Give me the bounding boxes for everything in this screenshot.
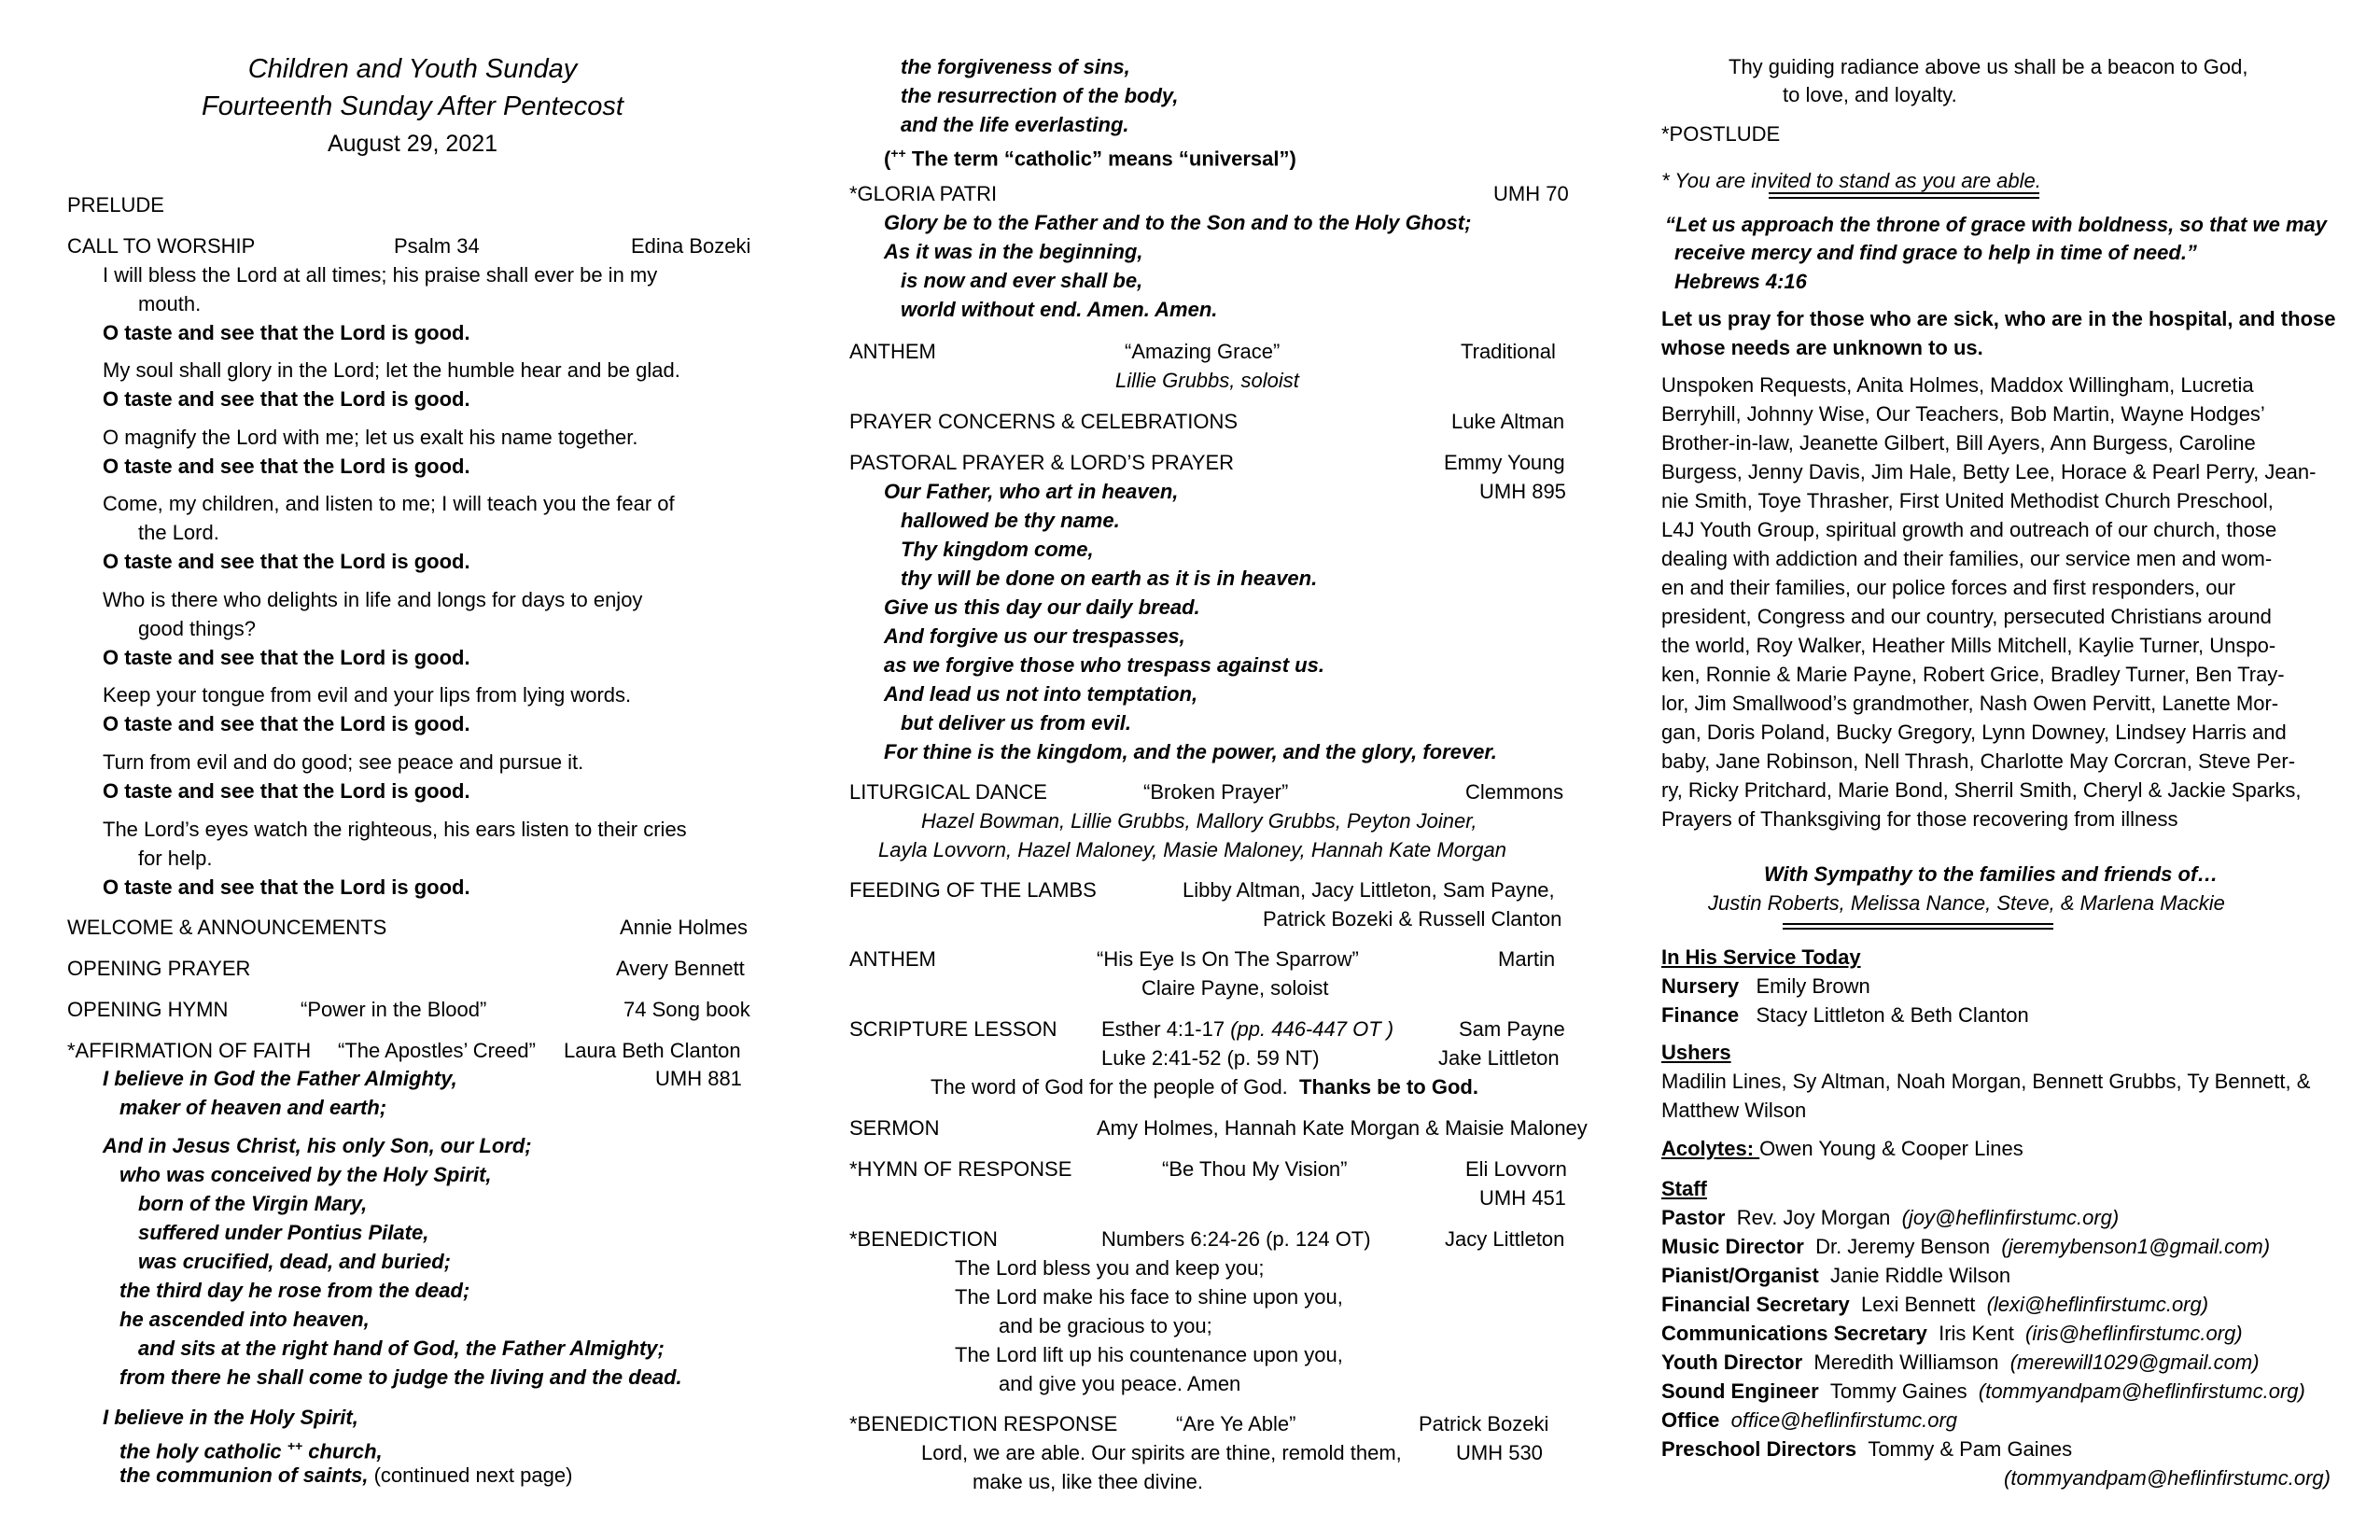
feeding-participants: Patrick Bozeki & Russell Clanton bbox=[1263, 907, 1562, 931]
staff-name: Tommy & Pam Gaines bbox=[1868, 1437, 2073, 1461]
anthem-soloist: Claire Payne, soloist bbox=[1141, 976, 1329, 1000]
staff-email: office@heflinfirstumc.org bbox=[1730, 1408, 1958, 1432]
prayer-list-line: the world, Roy Walker, Heather Mills Mitchell, Kaylie Turner, Unspo- bbox=[1661, 634, 2276, 657]
creed-text: the communion of saints, bbox=[119, 1463, 369, 1487]
benediction-response-title: “Are Ye Able” bbox=[1176, 1412, 1296, 1435]
benediction-response-leader: Patrick Bozeki bbox=[1419, 1412, 1549, 1435]
in-his-service-heading: In His Service Today bbox=[1661, 945, 1861, 969]
staff-row bbox=[1661, 1348, 2260, 1377]
preschool-email: (tommyandpam@heflinfirstumc.org) bbox=[2004, 1466, 2331, 1490]
lords-prayer-line: as we forgive those who trespass against us. bbox=[884, 653, 1324, 677]
opening-hymn-heading: OPENING HYMN bbox=[67, 998, 229, 1021]
scripture-heading: SCRIPTURE LESSON bbox=[849, 1017, 1057, 1041]
benediction-response-heading: *BENEDICTION RESPONSE bbox=[849, 1412, 1118, 1435]
sympathy-names: Justin Roberts, Melissa Nance, Steve, & Marlena Mackie bbox=[1708, 891, 2225, 915]
feeding-participants: Libby Altman, Jacy Littleton, Sam Payne, bbox=[1183, 878, 1555, 902]
prayer-list-line: L4J Youth Group, spiritual growth and outreach of our church, those bbox=[1661, 518, 2277, 541]
scripture-reader: Jake Littleton bbox=[1438, 1046, 1560, 1070]
scripture-quote: receive mercy and find grace to help in time of need.” bbox=[1674, 241, 2197, 264]
staff-role: Music Director bbox=[1661, 1235, 1804, 1258]
prayer-concerns-heading: PRAYER CONCERNS & CELEBRATIONS bbox=[849, 410, 1239, 433]
prayer-list-line: ry, Ricky Pritchard, Marie Bond, Sherril Smith, Cheryl & Jackie Sparks, bbox=[1661, 778, 2302, 802]
prayer-intro: whose needs are unknown to us. bbox=[1661, 336, 1983, 359]
footnote-text: The term “catholic” means “universal”) bbox=[911, 147, 1296, 171]
creed-line: maker of heaven and earth; bbox=[119, 1096, 387, 1119]
benediction-reference: Numbers 6:24-26 (p. 124 OT) bbox=[1101, 1227, 1371, 1251]
anthem-title: “His Eye Is On The Sparrow” bbox=[1097, 947, 1359, 971]
call-to-worship-heading: CALL TO WORSHIP bbox=[67, 234, 256, 258]
prayer-concerns-leader: Luke Altman bbox=[1451, 410, 1565, 433]
benediction-line: and give you peace. Amen bbox=[999, 1372, 1241, 1395]
hymn-text-line: to love, and loyalty. bbox=[1783, 83, 1957, 106]
benediction-response-number: UMH 530 bbox=[1456, 1441, 1543, 1464]
prayer-list-line: Brother-in-law, Jeanette Gilbert, Bill Ayers, Ann Burgess, Caroline bbox=[1661, 431, 2256, 455]
scripture-reference: Luke 2:41-52 (p. 59 NT) bbox=[1101, 1046, 1320, 1070]
opening-prayer-heading: OPENING PRAYER bbox=[67, 957, 251, 980]
litany-line: Keep your tongue from evil and your lips from lying words. bbox=[103, 683, 632, 707]
staff-row bbox=[1661, 1261, 2022, 1290]
scripture-page: (pp. 446-447 OT ) bbox=[1230, 1017, 1394, 1041]
footnote-marker: ++ bbox=[890, 146, 906, 161]
catholic-footnote bbox=[884, 139, 1296, 173]
creed-line bbox=[119, 1461, 572, 1490]
litany-line: O magnify the Lord with me; let us exalt his name together. bbox=[103, 426, 638, 449]
acolytes-label: Acolytes: bbox=[1661, 1137, 1755, 1160]
finance-row bbox=[1661, 1001, 2029, 1029]
hymn-of-response-heading: *HYMN OF RESPONSE bbox=[849, 1157, 1072, 1181]
welcome-heading: WELCOME & ANNOUNCEMENTS bbox=[67, 916, 387, 939]
ushers-heading: Ushers bbox=[1661, 1041, 1731, 1064]
finance-value: Stacy Littleton & Beth Clanton bbox=[1756, 1003, 2029, 1027]
benediction-leader: Jacy Littleton bbox=[1445, 1227, 1565, 1251]
litany-response: O taste and see that the Lord is good. bbox=[103, 387, 470, 411]
pastoral-hymnal-number: UMH 895 bbox=[1479, 480, 1566, 503]
staff-row bbox=[1661, 1319, 2243, 1348]
staff-name: Iris Kent bbox=[1939, 1322, 2014, 1345]
lords-prayer-line: And forgive us our trespasses, bbox=[884, 624, 1185, 648]
opening-hymn-number: 74 Song book bbox=[623, 998, 750, 1021]
sermon-speakers: Amy Holmes, Hannah Kate Morgan & Maisie Maloney bbox=[1097, 1116, 1588, 1140]
lords-prayer-line: but deliver us from evil. bbox=[901, 711, 1131, 735]
prelude-heading: PRELUDE bbox=[67, 193, 164, 217]
staff-name: Tommy Gaines bbox=[1829, 1379, 1967, 1403]
anthem-heading: ANTHEM bbox=[849, 340, 936, 363]
staff-role: Preschool Directors bbox=[1661, 1437, 1857, 1461]
staff-role: Youth Director bbox=[1661, 1351, 1803, 1374]
litany-line: The Lord’s eyes watch the righteous, his ears listen to their cries bbox=[103, 818, 687, 841]
nursery-label: Nursery bbox=[1661, 974, 1740, 998]
creed-line: he ascended into heaven, bbox=[119, 1308, 370, 1331]
staff-row bbox=[1661, 1232, 2270, 1261]
litany-response: O taste and see that the Lord is good. bbox=[103, 455, 470, 478]
staff-name: Meredith Williamson bbox=[1813, 1351, 1999, 1374]
continued-note: (continued next page) bbox=[373, 1463, 573, 1487]
litany-line: for help. bbox=[138, 847, 213, 870]
creed-line: who was conceived by the Holy Spirit, bbox=[119, 1163, 492, 1186]
creed-text: the holy catholic bbox=[119, 1439, 282, 1463]
stand-note: * You are invited to stand as you are able. bbox=[1661, 169, 2041, 192]
creed-text: church, bbox=[308, 1439, 383, 1463]
scripture-response-people: Thanks be to God. bbox=[1299, 1075, 1478, 1099]
prayer-list-line: baby, Jane Robinson, Nell Thrash, Charlotte May Corcran, Steve Per- bbox=[1661, 749, 2296, 773]
litany-line: Come, my children, and listen to me; I will teach you the fear of bbox=[103, 492, 675, 515]
litany-line: Who is there who delights in life and longs for days to enjoy bbox=[103, 588, 643, 611]
creed-line: suffered under Pontius Pilate, bbox=[138, 1221, 429, 1244]
prayer-list-line: Unspoken Requests, Anita Holmes, Maddox Willingham, Lucretia bbox=[1661, 373, 2254, 397]
prayer-list-line: nie Smith, Toye Thrasher, First United Methodist Church Preschool, bbox=[1661, 489, 2274, 512]
prayer-list-line: dealing with addiction and their families, our service men and wom- bbox=[1661, 547, 2273, 570]
staff-email: (jeremybenson1@gmail.com) bbox=[2001, 1235, 2271, 1258]
staff-email: (tommyandpam@heflinfirstumc.org) bbox=[1978, 1379, 2305, 1403]
anthem-heading: ANTHEM bbox=[849, 947, 936, 971]
scripture-reference bbox=[1101, 1015, 1393, 1043]
staff-name: Dr. Jeremy Benson bbox=[1815, 1235, 1991, 1258]
staff-name: Lexi Bennett bbox=[1861, 1293, 1976, 1316]
call-to-worship-psalm: Psalm 34 bbox=[394, 234, 480, 258]
benediction-response-line: Lord, we are able. Our spirits are thine, remold them, bbox=[921, 1441, 1402, 1464]
litany-response: O taste and see that the Lord is good. bbox=[103, 550, 470, 573]
gloria-line: world without end. Amen. Amen. bbox=[901, 298, 1218, 321]
affirmation-heading: *AFFIRMATION OF FAITH bbox=[67, 1039, 312, 1062]
benediction-line: The Lord make his face to shine upon you, bbox=[955, 1285, 1343, 1309]
prayer-list-line: Berryhill, Johnny Wise, Our Teachers, Bob Martin, Wayne Hodges’ bbox=[1661, 402, 2265, 426]
lords-prayer-line: thy will be done on earth as it is in heaven. bbox=[901, 567, 1318, 590]
prayer-list-line: president, Congress and our country, persecuted Christians around bbox=[1661, 605, 2272, 628]
lords-prayer-line: hallowed be thy name. bbox=[901, 509, 1120, 532]
staff-email: (lexi@heflinfirstumc.org) bbox=[1986, 1293, 2209, 1316]
acolytes-value: Owen Young & Cooper Lines bbox=[1759, 1137, 2023, 1160]
feeding-heading: FEEDING OF THE LAMBS bbox=[849, 878, 1097, 902]
scripture-ref-text: Esther 4:1-17 bbox=[1101, 1017, 1225, 1041]
hymn-text-line: Thy guiding radiance above us shall be a beacon to God, bbox=[1729, 55, 2248, 78]
litany-response: O taste and see that the Lord is good. bbox=[103, 321, 470, 344]
prayer-list-line: lor, Jim Smallwood’s grandmother, Nash Owen Pervitt, Lanette Mor- bbox=[1661, 692, 2279, 715]
liturgical-dance-composer: Clemmons bbox=[1465, 780, 1564, 804]
service-date: August 29, 2021 bbox=[327, 131, 498, 157]
staff-role: Communications Secretary bbox=[1661, 1322, 1927, 1345]
gloria-hymnal-number: UMH 70 bbox=[1493, 182, 1569, 205]
creed-line: the resurrection of the body, bbox=[901, 84, 1179, 107]
staff-row bbox=[1661, 1377, 2305, 1406]
creed-line: And in Jesus Christ, his only Son, our Lord; bbox=[103, 1134, 532, 1157]
lords-prayer-line: Thy kingdom come, bbox=[901, 538, 1094, 561]
staff-email: (joy@heflinfirstumc.org) bbox=[1901, 1206, 2120, 1229]
lords-prayer-line: And lead us not into temptation, bbox=[884, 682, 1198, 706]
scripture-reader: Sam Payne bbox=[1459, 1017, 1565, 1041]
ushers-names: Madilin Lines, Sy Altman, Noah Morgan, Bennett Grubbs, Ty Bennett, & bbox=[1661, 1070, 2311, 1093]
staff-row bbox=[1661, 1406, 1957, 1435]
litany-response: O taste and see that the Lord is good. bbox=[103, 712, 470, 735]
postlude-heading: *POSTLUDE bbox=[1661, 122, 1781, 146]
creed-line: I believe in the Holy Spirit, bbox=[103, 1406, 358, 1429]
ushers-names: Matthew Wilson bbox=[1661, 1099, 1807, 1122]
creed-line: born of the Virgin Mary, bbox=[138, 1192, 368, 1215]
pastoral-prayer-leader: Emmy Young bbox=[1444, 451, 1565, 474]
liturgical-dance-title: “Broken Prayer” bbox=[1143, 780, 1289, 804]
dancer-names: Hazel Bowman, Lillie Grubbs, Mallory Grubbs, Peyton Joiner, bbox=[921, 809, 1477, 833]
litany-line: the Lord. bbox=[138, 521, 219, 544]
affirmation-hymnal-number: UMH 881 bbox=[655, 1067, 742, 1090]
creed-line: the forgiveness of sins, bbox=[901, 55, 1130, 78]
litany-line: Turn from evil and do good; see peace and pursue it. bbox=[103, 750, 584, 774]
gloria-line: As it was in the beginning, bbox=[884, 240, 1143, 263]
creed-line: I believe in God the Father Almighty, bbox=[103, 1067, 457, 1090]
lords-prayer-line: Our Father, who art in heaven, bbox=[884, 480, 1179, 503]
creed-line: from there he shall come to judge the living and the dead. bbox=[119, 1365, 682, 1389]
divider-rule bbox=[1783, 923, 2053, 930]
staff-email: (iris@heflinfirstumc.org) bbox=[2025, 1322, 2243, 1345]
scripture-response-leader: The word of God for the people of God. bbox=[931, 1075, 1288, 1099]
creed-line: and the life everlasting. bbox=[901, 113, 1129, 136]
acolytes-row bbox=[1661, 1134, 2023, 1163]
litany-response: O taste and see that the Lord is good. bbox=[103, 646, 470, 669]
hymn-of-response-title: “Be Thou My Vision” bbox=[1162, 1157, 1348, 1181]
nursery-row bbox=[1661, 972, 1870, 1001]
nursery-value: Emily Brown bbox=[1756, 974, 1870, 998]
footnote-marker: ++ bbox=[287, 1438, 303, 1453]
staff-email: (merewill1029@gmail.com) bbox=[2009, 1351, 2260, 1374]
prayer-list-line: gan, Doris Poland, Bucky Gregory, Lynn Downey, Lindsey Harris and bbox=[1661, 721, 2287, 744]
service-subtitle: Fourteenth Sunday After Pentecost bbox=[202, 91, 623, 121]
benediction-line: The Lord lift up his countenance upon you, bbox=[955, 1343, 1343, 1366]
benediction-line: and be gracious to you; bbox=[999, 1314, 1212, 1337]
staff-row bbox=[1661, 1290, 2208, 1319]
dancer-names: Layla Lovvorn, Hazel Maloney, Masie Maloney, Hannah Kate Morgan bbox=[878, 838, 1506, 861]
anthem-title: “Amazing Grace” bbox=[1125, 340, 1281, 363]
staff-role: Pianist/Organist bbox=[1661, 1264, 1819, 1287]
creed-line: and sits at the right hand of God, the Father Almighty; bbox=[138, 1337, 665, 1360]
anthem-composer: Traditional bbox=[1461, 340, 1556, 363]
call-to-worship-leader: Edina Bozeki bbox=[631, 234, 751, 258]
hymn-of-response-number: UMH 451 bbox=[1479, 1186, 1566, 1210]
hymn-of-response-leader: Eli Lovvorn bbox=[1465, 1157, 1567, 1181]
affirmation-leader: Laura Beth Clanton bbox=[564, 1039, 741, 1062]
footnote-paren: ( bbox=[884, 147, 891, 171]
staff-role: Financial Secretary bbox=[1661, 1293, 1850, 1316]
finance-label: Finance bbox=[1661, 1003, 1740, 1027]
staff-name: Rev. Joy Morgan bbox=[1736, 1206, 1891, 1229]
gloria-heading: *GLORIA PATRI bbox=[849, 182, 998, 205]
anthem-soloist: Lillie Grubbs, soloist bbox=[1115, 369, 1299, 392]
lords-prayer-line: For thine is the kingdom, and the power, and the glory, forever. bbox=[884, 740, 1497, 763]
sympathy-heading: With Sympathy to the families and friends of… bbox=[1764, 862, 2219, 886]
opening-prayer-leader: Avery Bennett bbox=[616, 957, 745, 980]
divider-rule bbox=[1769, 192, 2039, 199]
service-title: Children and Youth Sunday bbox=[247, 54, 578, 84]
scripture-response bbox=[931, 1072, 1478, 1101]
benediction-line: The Lord bless you and keep you; bbox=[955, 1256, 1265, 1280]
benediction-response-line: make us, like thee divine. bbox=[973, 1470, 1204, 1493]
gloria-line: is now and ever shall be, bbox=[901, 269, 1143, 292]
welcome-leader: Annie Holmes bbox=[620, 916, 748, 939]
staff-heading: Staff bbox=[1661, 1177, 1707, 1200]
liturgical-dance-heading: LITURGICAL DANCE bbox=[849, 780, 1047, 804]
scripture-quote: “Let us approach the throne of grace with boldness, so that we may bbox=[1665, 213, 2328, 236]
staff-name: Janie Riddle Wilson bbox=[1829, 1264, 2011, 1287]
anthem-composer: Martin bbox=[1498, 947, 1556, 971]
litany-response: O taste and see that the Lord is good. bbox=[103, 875, 470, 899]
creed-line: the third day he rose from the dead; bbox=[119, 1279, 470, 1302]
affirmation-title: “The Apostles’ Creed” bbox=[338, 1039, 536, 1062]
litany-response: O taste and see that the Lord is good. bbox=[103, 779, 470, 803]
sermon-heading: SERMON bbox=[849, 1116, 940, 1140]
staff-row bbox=[1661, 1203, 2119, 1232]
litany-line: I will bless the Lord at all times; his praise shall ever be in my bbox=[103, 263, 658, 287]
prayer-list-line: en and their families, our police forces and first responders, our bbox=[1661, 576, 2236, 599]
prayer-intro: Let us pray for those who are sick, who are in the hospital, and those bbox=[1661, 307, 2336, 330]
prayer-list-line: Burgess, Jenny Davis, Jim Hale, Betty Lee, Horace & Pearl Perry, Jean- bbox=[1661, 460, 2317, 483]
prayer-list-line: Prayers of Thanksgiving for those recovering from illness bbox=[1661, 807, 2178, 831]
gloria-line: Glory be to the Father and to the Son and to the Holy Ghost; bbox=[884, 211, 1472, 234]
scripture-quote-citation: Hebrews 4:16 bbox=[1674, 270, 1807, 293]
litany-line: My soul shall glory in the Lord; let the humble hear and be glad. bbox=[103, 358, 680, 382]
pastoral-prayer-heading: PASTORAL PRAYER & LORD’S PRAYER bbox=[849, 451, 1235, 474]
staff-role: Sound Engineer bbox=[1661, 1379, 1819, 1403]
staff-row bbox=[1661, 1435, 2083, 1463]
opening-hymn-title: “Power in the Blood” bbox=[301, 998, 487, 1021]
benediction-heading: *BENEDICTION bbox=[849, 1227, 998, 1251]
lords-prayer-line: Give us this day our daily bread. bbox=[884, 595, 1200, 619]
litany-line: mouth. bbox=[138, 292, 202, 315]
creed-line: was crucified, dead, and buried; bbox=[138, 1250, 451, 1273]
staff-role: Office bbox=[1661, 1408, 1720, 1432]
prayer-list-line: ken, Ronnie & Marie Payne, Robert Grice, Bradley Turner, Ben Tray- bbox=[1661, 663, 2285, 686]
staff-role: Pastor bbox=[1661, 1206, 1726, 1229]
litany-line: good things? bbox=[138, 617, 256, 640]
